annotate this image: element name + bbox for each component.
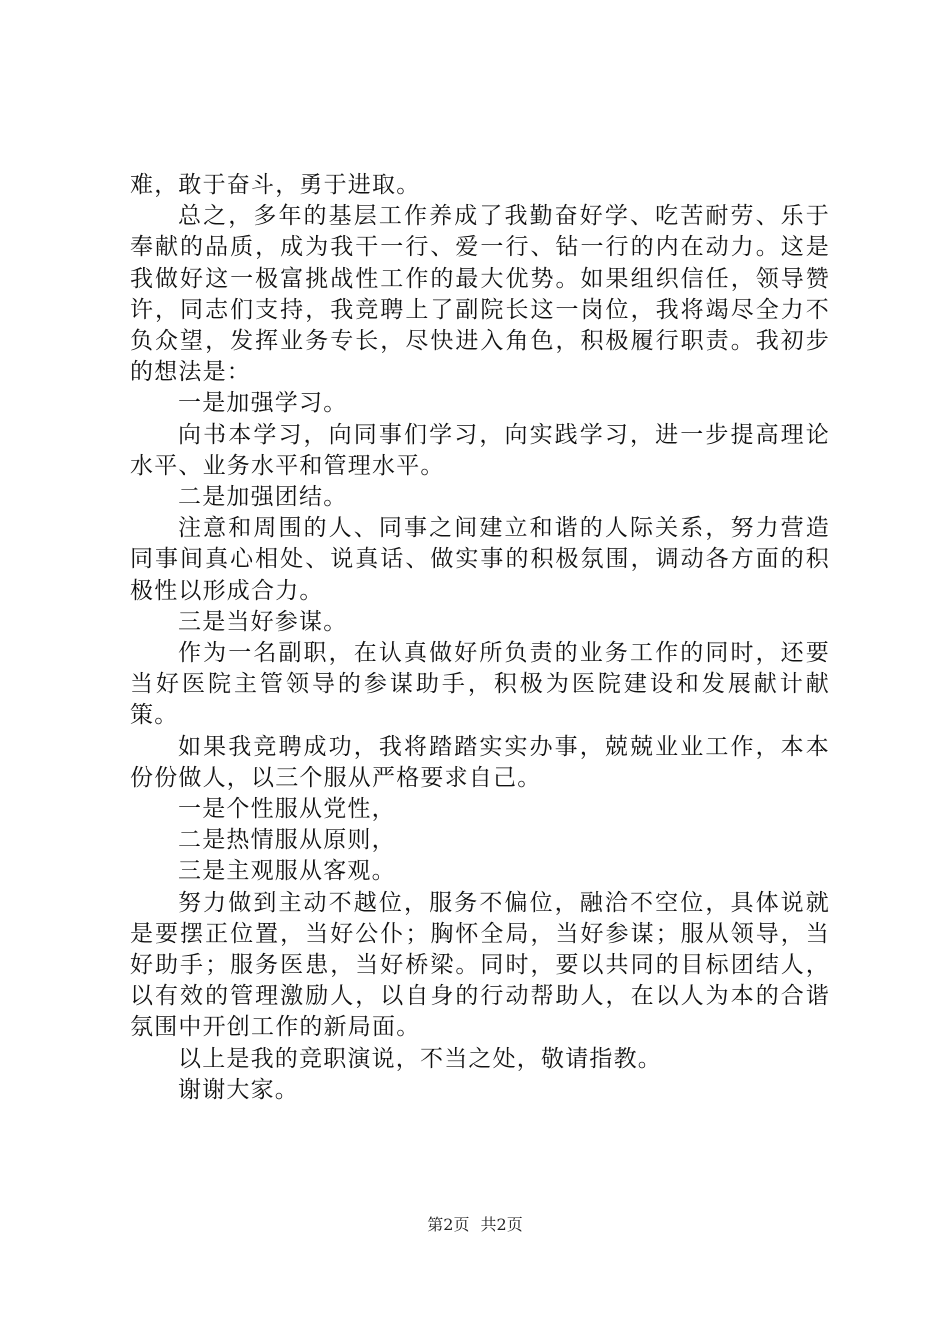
paragraph-14: 以上是我的竞职演说，不当之处，敬请指教。 [178, 1045, 662, 1072]
paragraph-15: 谢谢大家。 [178, 1076, 299, 1103]
paragraph-7: 三是当好参谋。 [178, 608, 348, 635]
page-number-total: 共2页 [480, 1215, 523, 1234]
paragraph-2: 总之，多年的基层工作养成了我勤奋好学、吃苦耐劳、乐于奉献的品质，成为我干一行、爱一行、钻一行的内在动力。这是我做好这一极富挑战性工作的最大优势。如果组织信任，领导赞许，同志们支持，我竞聘上了副院长这一岗位，我将竭尽全力不负众望，发挥业务专长，尽快进入角色，积极履行职责。我初步的想法是： [130, 203, 830, 386]
paragraph-5: 二是加强团结。 [178, 484, 348, 511]
page-footer [0, 1215, 950, 1235]
document-body [130, 170, 830, 1106]
paragraph-13: 努力做到主动不越位，服务不偏位，融洽不空位，具体说就是要摆正位置，当好公仆；胸怀全局，当好参谋；服从领导，当好助手；服务医患，当好桥梁。同时，要以共同的目标团结人，以有效的管理激励人，以自身的行动帮助人，在以人为本的合谐氛围中开创工作的新局面。 [130, 889, 830, 1041]
paragraph-4: 向书本学习，向同事们学习，向实践学习，进一步提高理论水平、业务水平和管理水平。 [130, 421, 830, 479]
paragraph-1: 难，敢于奋斗，勇于进取。 [130, 172, 421, 198]
paragraph-10: 一是个性服从党性， [178, 796, 396, 823]
paragraph-3: 一是加强学习。 [178, 390, 348, 417]
paragraph-8: 作为一名副职，在认真做好所负责的业务工作的同时，还要当好医院主管领导的参谋助手，积极为医院建设和发展献计献策。 [130, 640, 830, 729]
paragraph-9: 如果我竞聘成功，我将踏踏实实办事，兢兢业业工作，本本份份做人，以三个服从严格要求自己。 [130, 733, 830, 791]
page-number-current: 第2页 [427, 1215, 470, 1234]
paragraph-11: 二是热情服从原则， [178, 827, 396, 854]
paragraph-12: 三是主观服从客观。 [178, 858, 396, 885]
paragraph-6: 注意和周围的人、同事之间建立和谐的人际关系，努力营造同事间真心相处、说真话、做实事的积极氛围，调动各方面的积极性以形成合力。 [130, 515, 830, 604]
